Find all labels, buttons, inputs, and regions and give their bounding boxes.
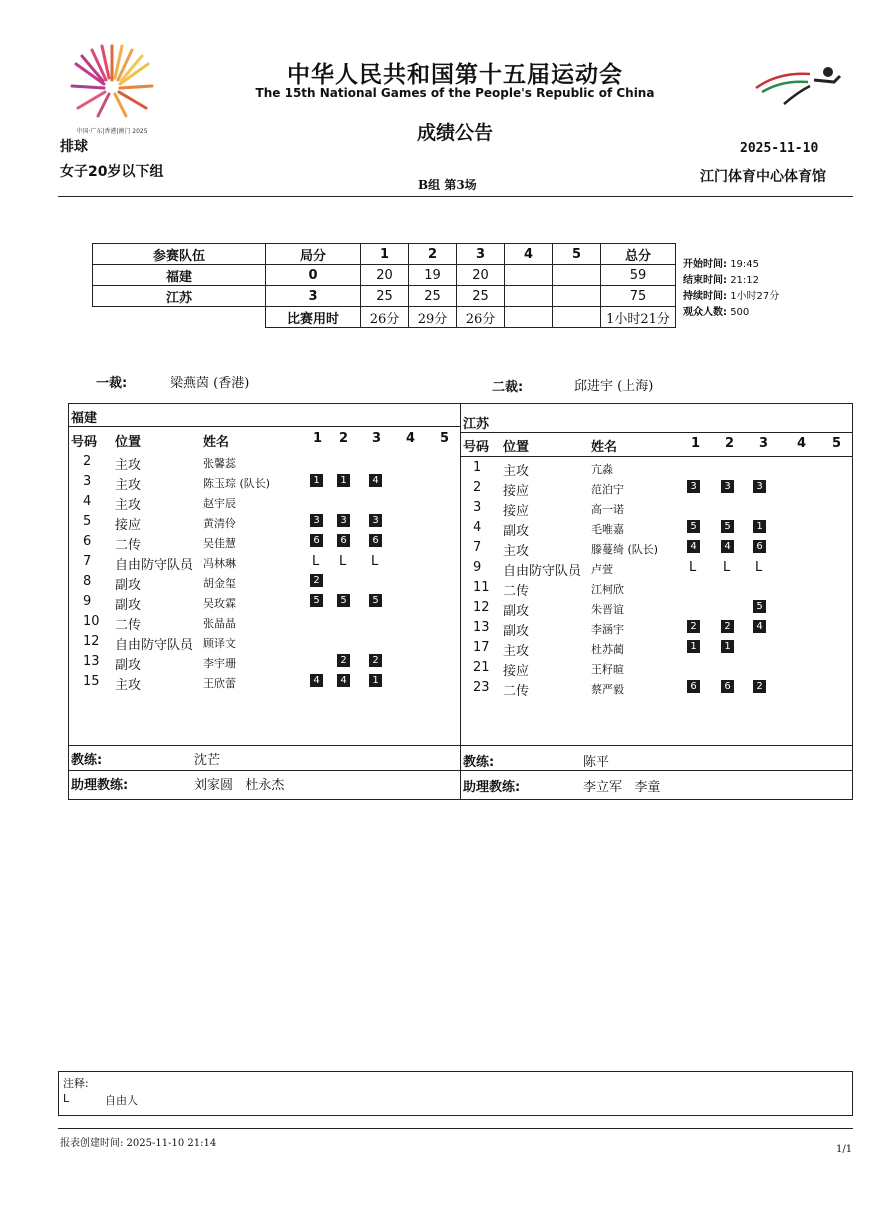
audience-count: 观众人数: 500 [683, 307, 750, 318]
player-position: 接应 [115, 518, 142, 533]
player-number: 6 [83, 534, 92, 549]
player-name: 卢萱 [591, 563, 613, 576]
player-number: 10 [83, 614, 100, 629]
second-referee-label: 二裁: [492, 380, 524, 395]
player-position: 主攻 [503, 464, 530, 479]
notes-label: 注释: [63, 1077, 89, 1090]
player-name: 杜苏蔺 [591, 643, 624, 656]
start-time: 开始时间: 19:45 [683, 259, 760, 270]
player-name: 高一诺 [591, 503, 624, 516]
starting-rotation-box: 2 [687, 620, 700, 633]
player-number: 11 [473, 580, 490, 595]
player-row [461, 680, 852, 700]
header-set2: 2 [409, 244, 457, 265]
player-position: 副攻 [115, 658, 142, 673]
starting-rotation-box: 4 [753, 620, 766, 633]
end-time: 结束时间: 21:12 [683, 275, 760, 286]
player-position: 副攻 [503, 624, 530, 639]
total-score: 75 [601, 286, 676, 307]
player-number: 13 [83, 654, 100, 669]
player-row [69, 474, 460, 494]
player-position: 二传 [503, 684, 530, 699]
player-position: 二传 [115, 538, 142, 553]
player-row [69, 554, 460, 574]
assistant-coach-names: 刘家圆 杜永杰 [194, 778, 285, 793]
player-row [461, 540, 852, 560]
player-name: 张馨蕊 [203, 457, 236, 470]
col-name: 姓名 [591, 440, 618, 455]
coach-label: 教练: [463, 755, 495, 770]
player-name: 吴佳慧 [203, 537, 236, 550]
score-row-fujian [93, 265, 676, 286]
player-row [69, 574, 460, 594]
player-name: 张晶晶 [203, 617, 236, 630]
venue: 江门体育中心体育馆 [700, 169, 826, 185]
assistant-coach-label: 助理教练: [71, 778, 129, 793]
second-referee: 邱进宇 (上海) [574, 379, 654, 394]
header-total: 总分 [601, 244, 676, 265]
libero-marker: L [723, 560, 731, 575]
sets-won: 3 [266, 286, 361, 307]
roster-jiangsu [460, 403, 853, 800]
player-position: 主攻 [115, 498, 142, 513]
sport-label: 排球 [60, 139, 88, 155]
player-row [461, 560, 852, 580]
player-position: 二传 [503, 584, 530, 599]
starting-rotation-box: 4 [369, 474, 382, 487]
player-name: 毛唯嘉 [591, 523, 624, 536]
libero-marker: L [755, 560, 763, 575]
player-row [461, 580, 852, 600]
player-number: 4 [83, 494, 92, 509]
player-number: 23 [473, 680, 490, 695]
col-set5: 5 [440, 431, 450, 446]
notes-key: L [63, 1092, 70, 1105]
title-chinese: 中华人民共和国第十五届运动会 [287, 62, 623, 88]
player-row [461, 620, 852, 640]
libero-marker: L [371, 554, 379, 569]
header-set4: 4 [505, 244, 553, 265]
sets-won: 0 [266, 265, 361, 286]
starting-rotation-box: 5 [310, 594, 323, 607]
player-row [69, 674, 460, 694]
starting-rotation-box: 6 [337, 534, 350, 547]
first-referee-label: 一裁: [96, 376, 128, 391]
roster-team-name: 江苏 [463, 417, 490, 432]
player-name: 陈玉琮 (队长) [203, 477, 271, 490]
sunburst-emblem-icon [62, 38, 162, 120]
header-set3: 3 [457, 244, 505, 265]
player-number: 9 [473, 560, 482, 575]
starting-rotation-box: 3 [753, 480, 766, 493]
set-score: 25 [457, 286, 505, 307]
starting-rotation-box: 4 [687, 540, 700, 553]
col-set2: 2 [725, 436, 735, 451]
header-set1: 1 [361, 244, 409, 265]
total-duration: 1小时21分 [601, 307, 676, 328]
player-name: 胡金玺 [203, 577, 236, 590]
player-row [69, 634, 460, 654]
starting-rotation-box: 4 [310, 674, 323, 687]
report-created-time: 报表创建时间: 2025-11-10 21:14 [60, 1138, 217, 1149]
player-number: 3 [473, 500, 482, 515]
player-number: 17 [473, 640, 490, 655]
set-score [505, 286, 553, 307]
player-name: 王籽暄 [591, 663, 624, 676]
duration-row [93, 307, 676, 328]
player-number: 9 [83, 594, 92, 609]
roster-team-name: 福建 [71, 411, 98, 426]
player-position: 主攻 [503, 544, 530, 559]
player-number: 15 [83, 674, 100, 689]
starting-rotation-box: 5 [337, 594, 350, 607]
player-position: 接应 [503, 664, 530, 679]
starting-rotation-box: 3 [687, 480, 700, 493]
starting-rotation-box: 1 [369, 674, 382, 687]
first-referee: 梁燕茵 (香港) [170, 376, 250, 391]
set-duration [553, 307, 601, 328]
player-number: 4 [473, 520, 482, 535]
player-name: 王欣蕾 [203, 677, 236, 690]
score-header-row [93, 244, 676, 265]
starting-rotation-box: 5 [687, 520, 700, 533]
score-row-jiangsu [93, 286, 676, 307]
player-name: 黄清伶 [203, 517, 236, 530]
assistant-coach-names: 李立军 李童 [583, 780, 661, 795]
coach-label: 教练: [71, 753, 103, 768]
player-position: 自由防守队员 [115, 638, 194, 653]
starting-rotation-box: 4 [337, 674, 350, 687]
player-name: 李涵宇 [591, 623, 624, 636]
player-position: 主攻 [115, 458, 142, 473]
set-duration: 26分 [457, 307, 505, 328]
player-name: 吴玫霖 [203, 597, 236, 610]
set-score: 20 [457, 265, 505, 286]
team-name: 江苏 [93, 286, 266, 307]
player-row [461, 460, 852, 480]
player-name: 冯林琳 [203, 557, 236, 570]
player-row [69, 614, 460, 634]
player-name: 蔡严毅 [591, 683, 624, 696]
header-divider [58, 196, 853, 197]
player-name: 亢淼 [591, 463, 613, 476]
duration-label: 比赛用时 [266, 307, 361, 328]
player-row [69, 534, 460, 554]
starting-rotation-box: 1 [687, 640, 700, 653]
player-position: 接应 [503, 484, 530, 499]
player-position: 自由防守队员 [503, 564, 582, 579]
player-number: 1 [473, 460, 482, 475]
starting-rotation-box: 5 [753, 600, 766, 613]
date: 2025-11-10 [740, 141, 819, 156]
footer-divider [58, 1128, 853, 1129]
set-score: 20 [361, 265, 409, 286]
player-position: 接应 [503, 504, 530, 519]
starting-rotation-box: 5 [721, 520, 734, 533]
starting-rotation-box: 5 [369, 594, 382, 607]
player-number: 12 [473, 600, 490, 615]
page-number: 1/1 [836, 1144, 853, 1155]
player-position: 主攻 [115, 678, 142, 693]
match-label: B组 第3场 [418, 178, 477, 192]
document-title: 成绩公告 [416, 122, 493, 144]
starting-rotation-box: 3 [369, 514, 382, 527]
player-position: 二传 [115, 618, 142, 633]
col-set4: 4 [797, 436, 807, 451]
roster-fujian [68, 403, 461, 800]
starting-rotation-box: 2 [337, 654, 350, 667]
libero-marker: L [339, 554, 347, 569]
col-number: 号码 [463, 440, 490, 455]
player-row [69, 454, 460, 474]
player-row [69, 594, 460, 614]
starting-rotation-box: 3 [721, 480, 734, 493]
starting-rotation-box: 2 [310, 574, 323, 587]
notes-box [58, 1071, 853, 1116]
player-position: 自由防守队员 [115, 558, 194, 573]
total-score: 59 [601, 265, 676, 286]
player-name: 朱晋谊 [591, 603, 624, 616]
col-set1: 1 [313, 431, 323, 446]
games-logo [62, 38, 162, 134]
starting-rotation-box: 6 [753, 540, 766, 553]
header-team: 参赛队伍 [93, 244, 266, 265]
player-position: 副攻 [115, 578, 142, 593]
col-name: 姓名 [203, 435, 230, 450]
starting-rotation-box: 6 [369, 534, 382, 547]
col-set4: 4 [406, 431, 416, 446]
player-number: 13 [473, 620, 490, 635]
header-set5: 5 [553, 244, 601, 265]
player-row [461, 640, 852, 660]
col-set2: 2 [339, 431, 349, 446]
starting-rotation-box: 6 [721, 680, 734, 693]
starting-rotation-box: 6 [310, 534, 323, 547]
starting-rotation-box: 1 [753, 520, 766, 533]
col-position: 位置 [115, 435, 142, 450]
libero-marker: L [689, 560, 697, 575]
player-row [461, 520, 852, 540]
set-score [505, 265, 553, 286]
player-position: 主攻 [115, 478, 142, 493]
coach-name: 陈平 [583, 755, 610, 770]
set-score [553, 265, 601, 286]
assistant-coach-label: 助理教练: [463, 780, 521, 795]
player-number: 21 [473, 660, 490, 675]
title-english: The 15th National Games of the People's Republic of China [255, 86, 655, 100]
player-row [461, 660, 852, 680]
starting-rotation-box: 1 [721, 640, 734, 653]
col-set5: 5 [832, 436, 842, 451]
category: 女子20岁以下组 [60, 164, 164, 180]
player-row [69, 494, 460, 514]
col-position: 位置 [503, 440, 530, 455]
player-row [461, 480, 852, 500]
starting-rotation-box: 6 [687, 680, 700, 693]
notes-description: 自由人 [105, 1094, 138, 1107]
player-name: 江柯欣 [591, 583, 624, 596]
starting-rotation-box: 2 [369, 654, 382, 667]
player-name: 滕蔓绮 (队长) [591, 543, 659, 556]
starting-rotation-box: 2 [721, 620, 734, 633]
match-duration: 持续时间: 1小时27分 [683, 291, 780, 302]
set-score [553, 286, 601, 307]
col-number: 号码 [71, 435, 98, 450]
player-number: 3 [83, 474, 92, 489]
player-number: 12 [83, 634, 100, 649]
player-number: 7 [473, 540, 482, 555]
player-row [69, 654, 460, 674]
coach-name: 沈芒 [194, 753, 221, 768]
starting-rotation-box: 3 [337, 514, 350, 527]
player-name: 李宇珊 [203, 657, 236, 670]
score-table [92, 243, 676, 328]
player-number: 2 [473, 480, 482, 495]
set-score: 25 [361, 286, 409, 307]
player-position: 副攻 [503, 604, 530, 619]
set-duration [505, 307, 553, 328]
player-row [461, 600, 852, 620]
player-name: 赵宇辰 [203, 497, 236, 510]
player-number: 8 [83, 574, 92, 589]
player-position: 副攻 [115, 598, 142, 613]
set-score: 19 [409, 265, 457, 286]
player-position: 主攻 [503, 644, 530, 659]
starting-rotation-box: 2 [753, 680, 766, 693]
player-name: 顾译文 [203, 637, 236, 650]
starting-rotation-box: 3 [310, 514, 323, 527]
team-name: 福建 [93, 265, 266, 286]
starting-rotation-box: 1 [310, 474, 323, 487]
libero-marker: L [312, 554, 320, 569]
sport-pictogram-icon [748, 62, 848, 112]
player-number: 5 [83, 514, 92, 529]
col-set3: 3 [372, 431, 382, 446]
set-duration: 29分 [409, 307, 457, 328]
col-set1: 1 [691, 436, 701, 451]
player-name: 范泊宁 [591, 483, 624, 496]
logo-caption: 中国·广东|香港|澳门 2025 [76, 128, 148, 135]
player-number: 7 [83, 554, 92, 569]
player-row [461, 500, 852, 520]
player-position: 副攻 [503, 524, 530, 539]
col-set3: 3 [759, 436, 769, 451]
starting-rotation-box: 4 [721, 540, 734, 553]
header-sets: 局分 [266, 244, 361, 265]
set-duration: 26分 [361, 307, 409, 328]
set-score: 25 [409, 286, 457, 307]
player-row [69, 514, 460, 534]
player-number: 2 [83, 454, 92, 469]
starting-rotation-box: 1 [337, 474, 350, 487]
